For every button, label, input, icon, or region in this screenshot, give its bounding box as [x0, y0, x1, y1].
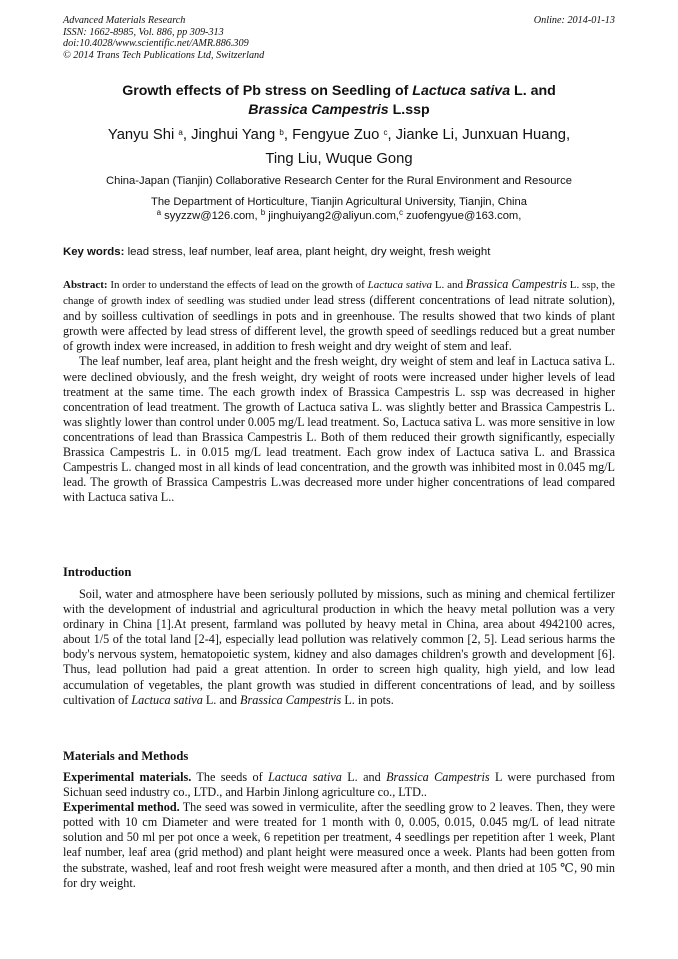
- title-species2: Brassica Campestris: [248, 102, 389, 118]
- species-name: Lactuca sativa: [268, 770, 342, 784]
- author-sep: ,: [283, 127, 293, 143]
- experimental-method: [63, 800, 615, 891]
- intro-text: Soil, water and atmosphere have been seriously polluted by missions, such as mining and chemical fertilizer with the development of industrial and agricultural production in which the heavy metal pollution was a very ordinary in China [1].At present, farmland was polluted by heavy metal in China, area about 4942100 acres, about 1/5 of the total land [2-4], especially lead pollution was relatively common [2, 5]. Lead serious harms the body's nervous system, hematopoietic system, kidney and also damages children's growth and development [6]. Thus, lead pollution had paid a great attention. In order to screen high quality, high yield, and low lead accumulation of vegetables, the plant growth was studied in different concentrations of lead, and by soilless cultivation of: [63, 587, 615, 707]
- journal-header: [63, 15, 615, 61]
- email-c-mark: c: [399, 207, 404, 217]
- copyright-line: © 2014 Trans Tech Publications Ltd, Switzerland: [63, 49, 265, 61]
- email-b[interactable]: jinghuiyang2@aliyun.com,: [265, 209, 400, 222]
- title-part2: L. and: [510, 83, 556, 99]
- introduction-body: [63, 587, 615, 708]
- intro-text: L. in pots.: [341, 692, 394, 707]
- species-name: Lactuca sativa: [367, 279, 433, 291]
- author-1-mark: a: [178, 128, 183, 137]
- intro-text: L. and: [202, 692, 241, 707]
- author-2-mark: b: [279, 128, 284, 137]
- abstract-label: Abstract:: [63, 279, 108, 291]
- species-name: Brassica Campestris: [240, 692, 342, 707]
- mm-text: L were purchased from Sichuan seed industry co., LTD., and Harbin Jinlong agriculture co., LTD..: [63, 770, 615, 800]
- paper-title: [63, 82, 615, 120]
- affiliation-1: China-Japan (Tianjin) Collaborative Research Center for the Rural Environment and Resource: [106, 175, 572, 187]
- mm-text: The seed was sowed in vermiculite, after the seedling grow to 2 leaves. Then, they were potted with 10 cm Diameter and were treated for 1 month with 0, 0.005, 0.015, 0.045 mg/L of lead nitrate solution and 50 ml per pot once a week, 6 repetition per treatment, 4 seedlings per repetition after 1 week, Plant leaf number, leaf area (grid method) and plant height were measured once a week. Plants had been gotten from the substrate, washed, leaf and root fresh weight were measured after a month, and then dried at 105 ℃, 90 min for dry weight.: [63, 800, 616, 890]
- experimental-materials: [63, 770, 615, 800]
- affiliation-block: [63, 196, 615, 223]
- keywords-label: Key words:: [63, 246, 125, 258]
- author-1: Yanyu Shi: [107, 127, 175, 143]
- species-name: Lactuca sativa: [131, 692, 203, 707]
- author-3: Fengyue Zuo: [292, 127, 380, 143]
- affiliation-2: The Department of Horticulture, Tianjin Agricultural University, Tianjin, China: [151, 196, 527, 208]
- email-c[interactable]: zuofengyue@163.com,: [403, 209, 522, 222]
- author-sep: ,: [182, 127, 192, 143]
- author-3-mark: c: [383, 128, 388, 137]
- mm-text: L. and: [341, 770, 387, 784]
- species-name: Brassica Campestris: [386, 770, 490, 784]
- abstract-text: In order to understand the effects of lead on the growth of: [107, 279, 368, 291]
- abstract-paragraph-2: The leaf number, leaf area, plant height and the fresh weight, dry weight of stem and leaf in Lactuca sativa L. were declined obviously, and the fresh weight, dry weight of roots were increased under higher levels of lead treatment at the same time. The each growth index of Brassica Campestris L. ssp was decreased in higher concentration of lead treatment. The growth of Lactuca sativa L. was slightly better and Brassica Campestris L. was slightly lower than control under 0.005 mg/L lead treatment. So, Lactuca sativa L. was more sensitive in low concentrations of lead than Brassica Campestris L. Both of them reduced their growth significantly, especially Brassica Campestris L. in 0.015 mg/L lead treatment. Each grow index of Lactuca sativa L. and Brassica Campestris L. changed most in all kinds of lead concentration, and the growth was inhibited most in 0.045 mg/L lead. The growth of Brassica Campestris L.was decreased more under higher concentrations of lead compared with Lactuca sativa L..: [63, 354, 615, 505]
- mm-text: The seeds of: [191, 770, 269, 784]
- author-list: [63, 123, 615, 171]
- introduction-paragraph: [63, 587, 615, 708]
- materials-methods-body: [63, 770, 615, 891]
- journal-name: Advanced Materials Research: [63, 15, 186, 26]
- doi-line: doi:10.4028/www.scientific.net/AMR.886.309: [63, 38, 249, 50]
- title-part3: L.ssp: [388, 102, 430, 118]
- section-heading-introduction: Introduction: [63, 565, 132, 579]
- online-date: Online: 2014-01-13: [533, 15, 615, 26]
- email-a[interactable]: syyzzw@126.com,: [161, 209, 261, 222]
- author-rest-1: , Jianke Li, Junxuan Huang,: [387, 127, 571, 143]
- run-in-heading: Experimental method.: [63, 800, 180, 815]
- email-line: [63, 207, 615, 224]
- abstract-text: L. ssp, the change of growth index of seedling was studied under: [63, 279, 615, 308]
- keywords-text: lead stress, leaf number, leaf area, plant height, dry weight, fresh weight: [124, 246, 491, 258]
- species-name: Brassica Campestris: [465, 277, 567, 291]
- abstract-paragraph-1: [63, 277, 615, 354]
- abstract-text: lead stress (different concentrations of lead nitrate solution), and by soilless cultivation of seedlings in pots and in greenhouse. The results showed that two kinds of plant growth were affected by lead stress of different level, the growth speed of seedlings reduced but a great number of growth index were increased, in addition to fresh weight and dry weight of stem and leaf.: [63, 293, 615, 354]
- title-species1: Lactuca sativa: [412, 83, 511, 99]
- section-heading-materials-methods: Materials and Methods: [63, 749, 189, 763]
- email-a-mark: a: [156, 207, 162, 217]
- abstract: [63, 277, 615, 505]
- abstract-text: L. and: [432, 279, 466, 291]
- title-part1: Growth effects of Pb stress on Seedling of: [122, 83, 413, 99]
- issn-line: ISSN: 1662-8985, Vol. 886, pp 309-313: [63, 26, 224, 38]
- run-in-heading: Experimental materials.: [63, 770, 192, 784]
- author-rest-2: Ting Liu, Wuque Gong: [265, 151, 413, 167]
- author-2: Jinghui Yang: [191, 127, 276, 143]
- keywords: [63, 245, 615, 259]
- email-b-mark: b: [260, 207, 266, 217]
